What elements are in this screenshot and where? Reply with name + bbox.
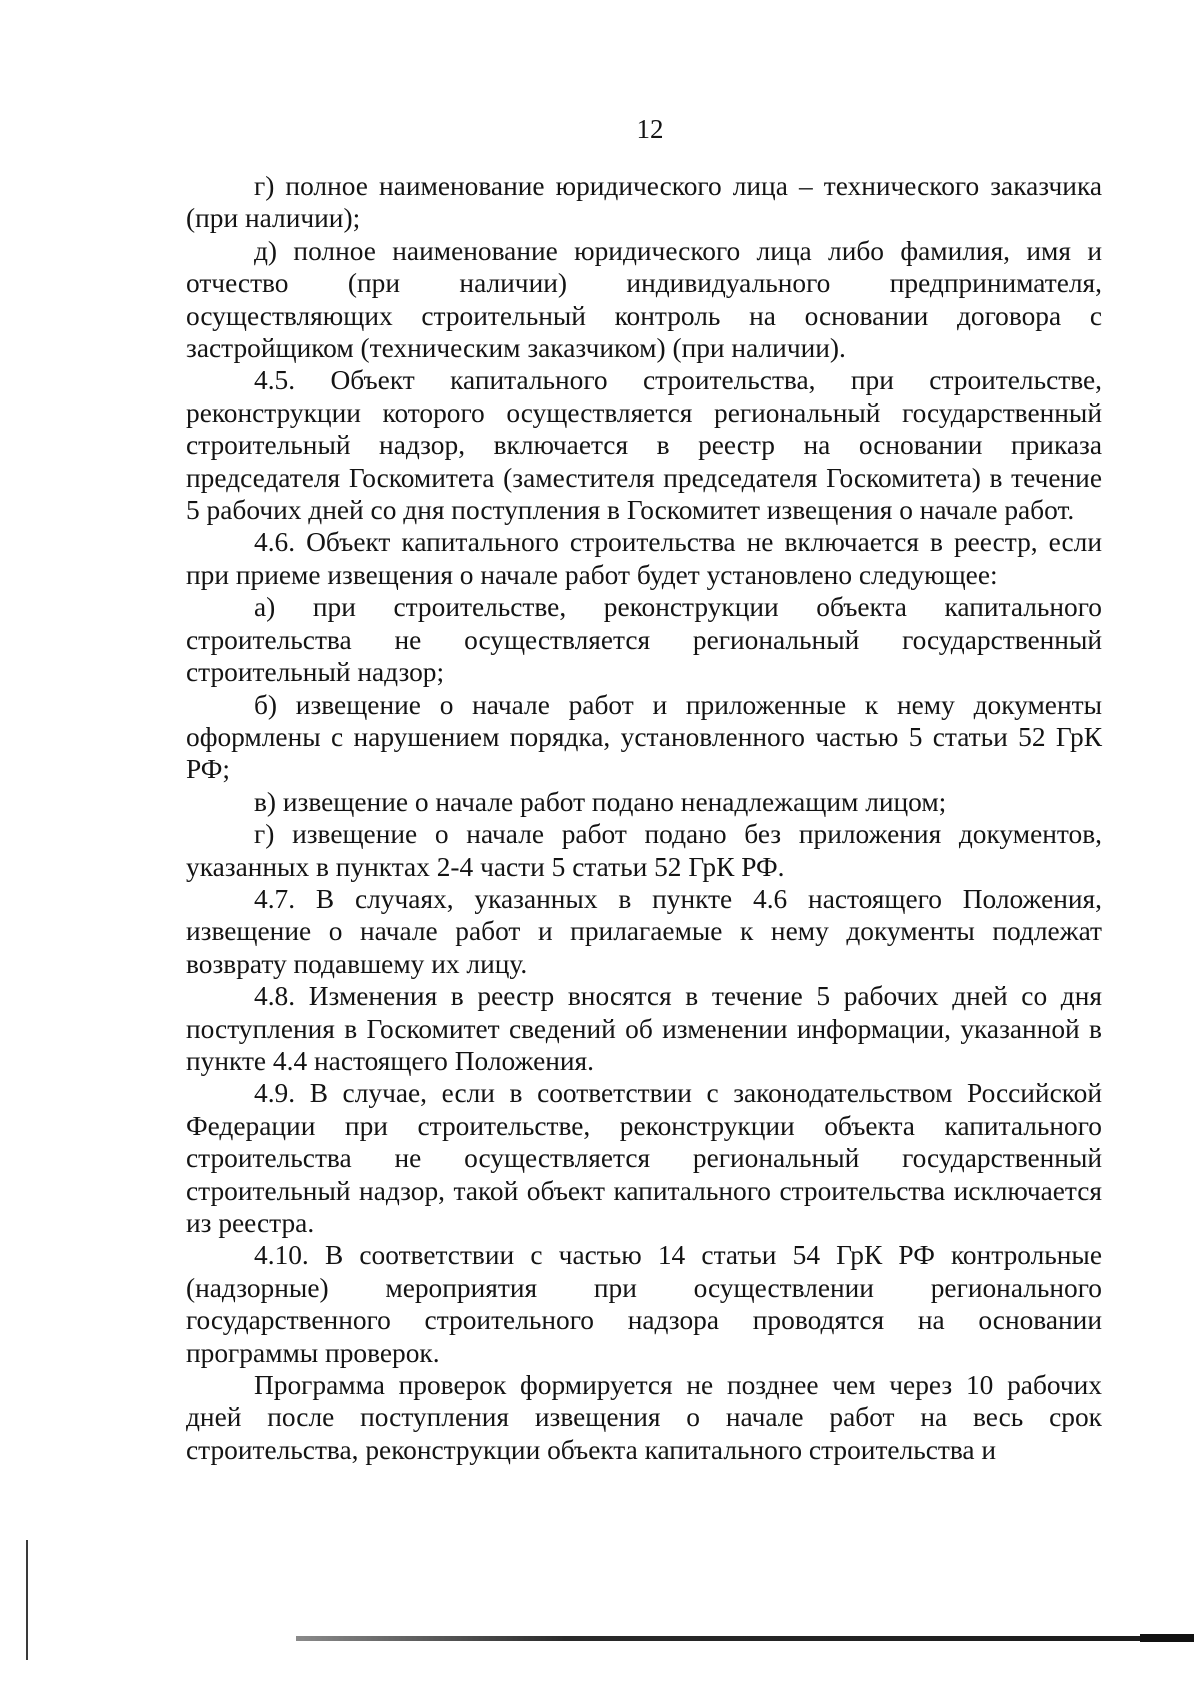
paragraph-4-6-b: б) извещение о начале работ и приложенные к нему документы оформлены с нарушением порядка, установленного частью 5 статьи 52 ГрК РФ; [186,689,1102,785]
footer-rule [296,1636,1194,1641]
paragraph-4-6-g: г) извещение о начале работ подано без приложения документов, указанных в пунктах 2-4 части 5 статьи 52 ГрК РФ. [186,819,1102,882]
paragraph-4-10: 4.10. В соответствии с частью 14 статьи 54 ГрК РФ контрольные (надзорные) мероприятия при осуществлении регионального государственного строительного надзора проводятся на основании программы проверок. [186,1240,1102,1368]
paragraph-4-8: 4.8. Изменения в реестр вносятся в течение 5 рабочих дней со дня поступления в Госкомитет сведений об изменении информации, указанной в пункте 4.4 настоящего Положения. [186,981,1102,1076]
paragraph-4-6-a: а) при строительстве, реконструкции объекта капитального строительства не осуществляется региональный государственный строительный надзор; [186,592,1102,688]
paragraph-item-g-customer: г) полное наименование юридического лица – технического заказчика (при наличии); [186,171,1102,234]
footer-rule-end [1140,1634,1194,1642]
page-number: 12 [636,114,664,144]
paragraph-item-d-construction-control: д) полное наименование юридического лица либо фамилия, имя и отчество (при наличии) индивидуального предпринимателя, осуществляющих строительный контроль на основании договора с застройщиком (техническим заказчиком) (при наличии). [186,235,1102,364]
paragraph-inspection-program: Программа проверок формируется не позднее чем через 10 рабочих дней после поступления извещения о начале работ на весь срок строительства, реконструкции объекта капитального строительства и [186,1370,1102,1465]
paragraph-4-6: 4.6. Объект капитального строительства не включается в реестр, если при приеме извещения о начале работ будет установлено следующее: [186,527,1102,590]
paragraph-4-7: 4.7. В случаях, указанных в пункте 4.6 настоящего Положения, извещение о начале работ и прилагаемые к нему документы подлежат возврату подавшему их лицу. [186,883,1102,979]
paragraph-4-6-v: в) извещение о начале работ подано ненадлежащим лицом; [254,786,947,817]
paragraph-4-9: 4.9. В случае, если в соответствии с законодательством Российской Федерации при строительстве, реконструкции объекта капитального строительства не осуществляется региональный государственный строительный надзор, такой объект капитального строительства исключается из реестра. [186,1078,1102,1238]
paragraph-4-5: 4.5. Объект капитального строительства, при строительстве, реконструкции которого осуществляется региональный государственный строительный надзор, включается в реестр на основании приказа председателя Госкомитета (заместителя председателя Госкомитета) в течение 5 рабочих дней со дня поступления в Госкомитет извещения о начале работ. [186,365,1102,526]
scan-margin-line [26,1540,28,1660]
document-body [186,170,1102,1466]
